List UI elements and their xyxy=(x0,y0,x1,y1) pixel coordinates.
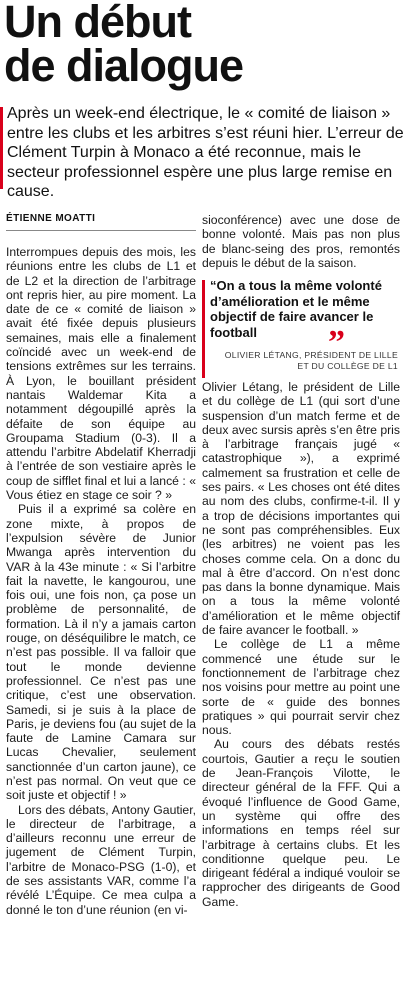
article-right-column xyxy=(202,380,400,909)
paragraph: Au cours des débats restés courtois, Gautier a reçu le soutien de Jean-François Vilotte, le directeur général de la FFF. Qui a évoqué l’influence de Good Game, un système qui offre des informations en temps réel sur l’arbitrage à certains clubs. Et les conditionne quelque peu. Le dirigeant fédéral a indiqué vouloir se rapprocher des dirigeants de Good Game. xyxy=(202,737,400,909)
closing-quote-icon: ” xyxy=(328,324,345,361)
pull-quote-bar xyxy=(202,280,205,378)
headline xyxy=(4,0,404,91)
pull-quote-credit-line-2: ET DU COLLÈGE DE L1 xyxy=(297,361,398,371)
paragraph: Olivier Létang, le président de Lille et du collège de L1 (qui sort d’une suspension d’un match ferme et de deux avec sursis après s’en être pris à l’arbitrage français jugé « catastrophique »), a exprimé calmement sa frustration et celle de ses pairs. « Les choses ont été dites au nom des clubs, confirme-t-il. Il y a trop de décisions importantes qui ne sont pas compréhensibles. Eux (les arbitres) ne voient pas les choses comme cela. On a donc du mal à être d’accord. On n’est donc pas dans la bonne dynamique. Mais on a tous la même volonté d’amélioration et le même objectif de faire avancer le football. » xyxy=(202,380,400,638)
author-rule xyxy=(6,230,196,231)
paragraph: Puis il a exprimé sa colère en zone mixte, à propos de l’expulsion sévère de Junior Mwanga après intervention du VAR à la 43e minute : « Si l’arbitre fait la navette, le kangourou, une fois oui, une fois non, ça pose un problème de personnalité, de formation. Là il n’y a jamais carton rouge, on déséquilibre le match, ce n’est pas possible. Il va falloir que tout le monde devienne professionnel. Ce n’est pas une critique, c’est une observation. Samedi, si je suis à la place de Paris, je deviens fou (au sujet de la faute de Lamine Camara sur Lucas Chevalier, seulement sanctionnée d’un carton jaune), ce n’est pas normal. On veut que ce soit juste et objectif ! » xyxy=(6,502,196,803)
paragraph: Le collège de L1 a même commencé une étude sur le fonctionnement de l’arbitrage chez nos voisins pour mettre au point une sorte de « guide des bonnes pratiques » qui pourrait servir chez nous. xyxy=(202,637,400,738)
paragraph: sioconférence) avec une dose de bonne volonté. Mais pas non plus de blanc-seing des pros, remontés depuis le début de la saison. xyxy=(202,213,400,270)
chapo-accent-bar xyxy=(0,107,3,189)
article-left-column xyxy=(6,245,196,917)
author-byline: ÉTIENNE MOATTI xyxy=(6,213,96,224)
paragraph: Lors des débats, Antony Gautier, le directeur de l’arbitrage, a d’ailleurs reconnu une erreur de jugement de Clément Turpin, l’arbitre de Monaco-PSG (1-0), et de ses assistants VAR, comme l’a révélé L’Équipe. Ce mea culpa a donné le ton d’une réunion (en vi- xyxy=(6,802,196,917)
pull-quote-credit xyxy=(210,350,398,372)
chapo-text: Après un week-end électrique, le « comité de liaison » entre les clubs et les arbitres s’est réuni hier. L’erreur de Clément Turpin à Monaco a été reconnue, mais le secteur professionnel espère une plus large remise en cause. xyxy=(7,105,404,200)
pull-quote-credit-line-1: OLIVIER LÉTANG, PRÉSIDENT DE LILLE xyxy=(224,350,398,360)
article-right-column-top xyxy=(202,213,400,270)
headline-line-2: de dialogue xyxy=(4,40,244,91)
paragraph: Interrompues depuis des mois, les réunions entre les clubs de L1 et de L2 et la direction de l’arbitrage ont repris hier, au pire moment. La date de ce « comité de liaison » avait été fixée depuis plusieurs semaines, mais elle a finalement coïncidé avec un week-end de tensions extrêmes sur les terrains. À Lyon, le bouillant président nantais Waldemar Kita a notamment dégoupillé après la défaite de son équipe au Groupama Stadium (0-3). Il a attendu l’arbitre Abdelatif Kherradji à l’entrée de son vestiaire après le coup de sifflet final et lui a lancé : « Vous étiez en stage ce soir ? » xyxy=(6,245,196,503)
headline-line-1: Un début xyxy=(4,0,191,47)
pull-quote-text: “On a tous la même volonté d’amélioration et le même objectif de faire avancer le football xyxy=(210,278,382,340)
